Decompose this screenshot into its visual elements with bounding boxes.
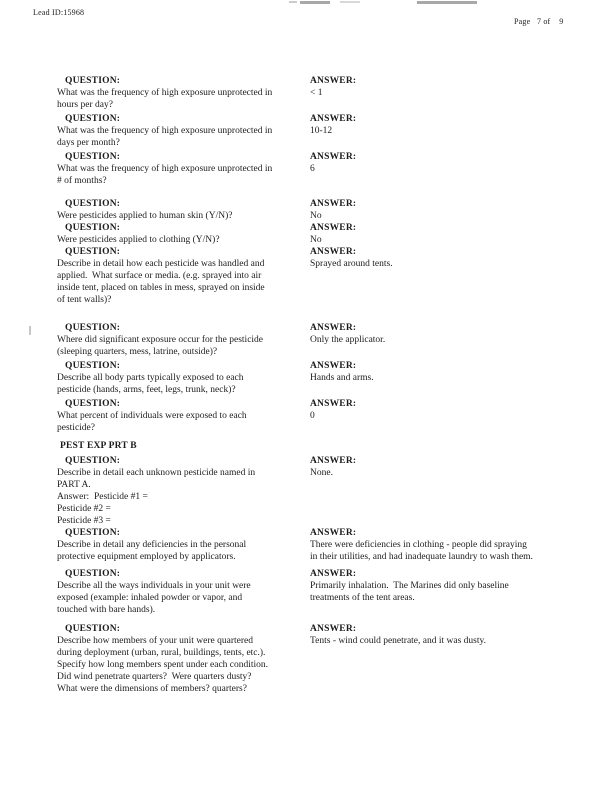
question-block <box>57 398 310 434</box>
qa-row <box>57 222 592 246</box>
question-label: QUESTION: <box>65 152 121 162</box>
qa-row <box>57 113 592 149</box>
question-text-line: Describe how members of your unit were quartered <box>57 636 253 646</box>
question-label: QUESTION: <box>65 361 121 371</box>
answer-text-line: No <box>310 235 322 245</box>
question-text-line: Were pesticides applied to clothing (Y/N)? <box>57 235 220 245</box>
qa-row <box>57 151 592 187</box>
question-text-line: (sleeping quarters, mess, latrine, outside)? <box>57 347 218 357</box>
qa-row <box>57 568 592 616</box>
qa-row <box>57 360 592 396</box>
question-text-line: Describe in detail each unknown pesticide named in <box>57 468 256 478</box>
question-text-line: What percent of individuals were exposed to each <box>57 411 247 421</box>
question-label: QUESTION: <box>65 223 121 233</box>
question-text-line: Specify how long members spent under each condition. <box>57 660 269 670</box>
answer-label: ANSWER: <box>310 76 357 86</box>
question-text-line: What were the dimensions of members? quarters? <box>57 684 247 694</box>
question-text-line: # of months? <box>57 176 107 186</box>
question-text-line: exposed (example: inhaled powder or vapor, and <box>57 593 243 603</box>
question-block <box>57 568 310 616</box>
question-label: QUESTION: <box>65 247 121 257</box>
answer-label: ANSWER: <box>310 624 357 634</box>
qa-row <box>57 75 592 111</box>
answer-label: ANSWER: <box>310 114 357 124</box>
qa-row <box>57 198 592 222</box>
answer-text-line: Tents - wind could penetrate, and it was dusty. <box>310 636 487 646</box>
answer-label: ANSWER: <box>310 569 357 579</box>
question-text-line: applied. What surface or media. (e.g. sprayed into air <box>57 271 262 281</box>
question-text-line: during deployment (urban, rural, buildings, tents, etc.). <box>57 648 266 658</box>
answer-text-line: 0 <box>310 411 315 421</box>
question-block <box>57 360 310 396</box>
answer-text-line: Primarily inhalation. The Marines did only baseline <box>310 581 509 591</box>
scan-artifact <box>29 326 31 335</box>
lead-id: Lead ID:15968 <box>33 8 85 17</box>
question-label: QUESTION: <box>65 569 121 579</box>
question-text-line: Pesticide #2 = <box>57 504 111 514</box>
question-block <box>57 246 310 306</box>
answer-text-line: Only the applicator. <box>310 335 386 345</box>
question-block <box>57 322 310 358</box>
scan-artifact <box>417 1 477 4</box>
question-text-line: of tent walls)? <box>57 295 112 305</box>
question-label: QUESTION: <box>65 114 121 124</box>
question-text-line: Where did significant exposure occur for the pesticide <box>57 335 264 345</box>
answer-label: ANSWER: <box>310 399 357 409</box>
answer-block <box>310 623 592 695</box>
answer-block <box>310 322 592 358</box>
question-text-line: Describe in detail how each pesticide was handled and <box>57 259 265 269</box>
question-text-line: touched with bare hands). <box>57 605 156 615</box>
question-text-line: Did wind penetrate quarters? Were quarters dusty? <box>57 672 252 682</box>
question-text-line: Describe all the ways individuals in your unit were <box>57 581 251 591</box>
answer-block <box>310 113 592 149</box>
question-text-line: protective equipment employed by applicators. <box>57 552 236 562</box>
answer-label: ANSWER: <box>310 199 357 209</box>
answer-label: ANSWER: <box>310 361 357 371</box>
question-block <box>57 75 310 111</box>
question-label: QUESTION: <box>65 323 121 333</box>
question-label: QUESTION: <box>65 624 121 634</box>
answer-block <box>310 455 592 527</box>
answer-label: ANSWER: <box>310 528 357 538</box>
question-block <box>57 623 310 695</box>
answer-text-line: treatments of the tent areas. <box>310 593 415 603</box>
question-text-line: Describe all body parts typically exposed to each <box>57 373 244 383</box>
qa-row <box>57 322 592 358</box>
question-text-line: Describe in detail any deficiencies in the personal <box>57 540 247 550</box>
question-text-line: What was the frequency of high exposure unprotected in <box>57 88 273 98</box>
question-text-line: pesticide (hands, arms, feet, legs, trunk, neck)? <box>57 385 236 395</box>
qa-row <box>57 527 592 563</box>
question-text-line: What was the frequency of high exposure unprotected in <box>57 126 273 136</box>
answer-text-line: Sprayed around tents. <box>310 259 393 269</box>
answer-text-line: in their utilities, and had inadequate laundry to wash them. <box>310 552 533 562</box>
answer-block <box>310 75 592 111</box>
answer-text-line: There were deficiencies in clothing - people did spraying <box>310 540 527 550</box>
answer-text-line: 6 <box>310 164 315 174</box>
answer-text-line: Hands and arms. <box>310 373 374 383</box>
question-label: QUESTION: <box>65 399 121 409</box>
question-block <box>57 455 310 527</box>
question-block <box>57 222 310 246</box>
question-text-line: pesticide? <box>57 423 95 433</box>
answer-label: ANSWER: <box>310 456 357 466</box>
answer-text-line: < 1 <box>310 88 323 98</box>
question-block <box>57 151 310 187</box>
qa-row <box>57 246 592 306</box>
answer-block <box>310 398 592 434</box>
question-text-line: What was the frequency of high exposure unprotected in <box>57 164 273 174</box>
question-text-line: inside tent, placed on tables in mess, sprayed on inside <box>57 283 265 293</box>
qa-row <box>57 623 592 695</box>
question-text-line: hours per day? <box>57 100 113 110</box>
answer-label: ANSWER: <box>310 323 357 333</box>
qa-row <box>57 455 592 527</box>
question-label: QUESTION: <box>65 199 121 209</box>
answer-block <box>310 568 592 616</box>
qa-row <box>57 398 592 434</box>
qa-list <box>57 75 592 695</box>
question-text-line: Were pesticides applied to human skin (Y/N)? <box>57 211 233 221</box>
scan-artifact <box>300 1 330 4</box>
question-text-line: Answer: Pesticide #1 = <box>57 492 148 502</box>
answer-block <box>310 198 592 222</box>
question-label: QUESTION: <box>65 456 121 466</box>
answer-label: ANSWER: <box>310 247 357 257</box>
answer-block <box>310 527 592 563</box>
question-label: QUESTION: <box>65 76 121 86</box>
question-label: QUESTION: <box>65 528 121 538</box>
answer-text-line: No <box>310 211 322 221</box>
scan-artifact <box>289 1 297 3</box>
page-number: Page 7 of 9 <box>514 17 564 26</box>
question-text-line: PART A. <box>57 480 91 490</box>
section-heading: PEST EXP PRT B <box>60 441 137 451</box>
answer-text-line: None. <box>310 468 333 478</box>
question-text-line: days per month? <box>57 138 120 148</box>
answer-label: ANSWER: <box>310 152 357 162</box>
answer-block <box>310 222 592 246</box>
question-block <box>57 527 310 563</box>
question-text-line: Pesticide #3 = <box>57 516 111 526</box>
question-block <box>57 198 310 222</box>
answer-text-line: 10-12 <box>310 126 333 136</box>
answer-label: ANSWER: <box>310 223 357 233</box>
question-block <box>57 113 310 149</box>
answer-block <box>310 246 592 306</box>
scan-artifact <box>340 1 360 3</box>
answer-block <box>310 360 592 396</box>
answer-block <box>310 151 592 187</box>
